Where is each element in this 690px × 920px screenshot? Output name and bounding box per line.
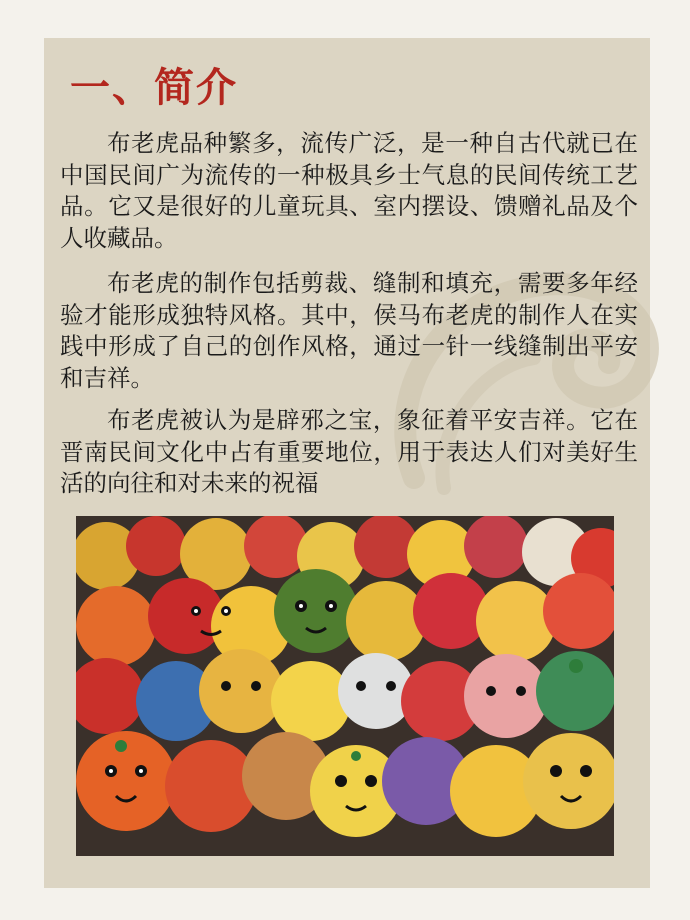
cloth-tigers-photo [76, 516, 614, 856]
cloth-tigers-illustration [76, 516, 614, 856]
intro-paragraph-2: 布老虎的制作包括剪裁、缝制和填充，需要多年经验才能形成独特风格。其中，侯马布老虎的制作人在实践中形成了自己的创作风格，通过一针一线缝制出平安和吉祥。 [60, 269, 638, 392]
section-title: 一、简介 [70, 64, 238, 111]
intro-paragraph-3: 布老虎被认为是辟邪之宝，象征着平安吉祥。它在晋南民间文化中占有重要地位，用于表达人们对美好生活的向往和对未来的祝福 [60, 406, 638, 497]
intro-paragraph-1: 布老虎品种繁多，流传广泛，是一种自古代就已在中国民间广为流传的一种极具乡士气息的民间传统工艺品。它又是很好的儿童玩具、室内摆设、馈赠礼品及个人收藏品。 [60, 129, 638, 252]
